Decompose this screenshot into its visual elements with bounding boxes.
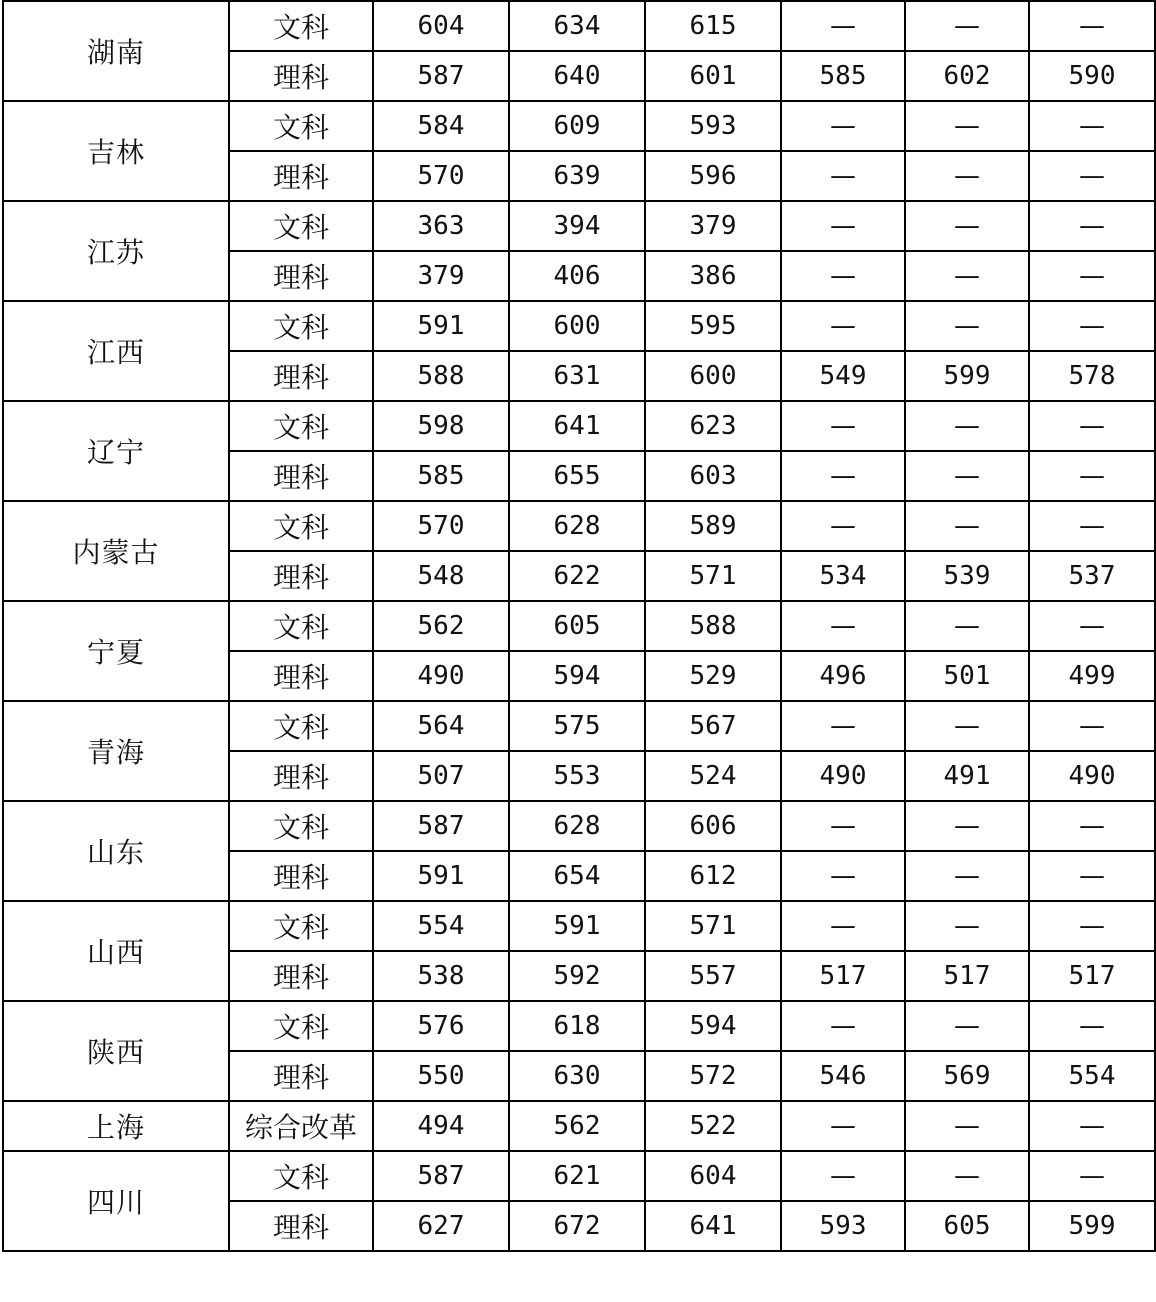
score-cell: — <box>1029 1 1155 51</box>
table-row <box>3 501 1155 551</box>
category-cell: 理科 <box>229 251 373 301</box>
score-cell: 522 <box>645 1101 781 1151</box>
score-cell: 595 <box>645 301 781 351</box>
score-cell: 587 <box>373 51 509 101</box>
score-cell: 585 <box>373 451 509 501</box>
score-cell: 621 <box>509 1151 645 1201</box>
score-cell: — <box>1029 201 1155 251</box>
score-cell: — <box>1029 851 1155 901</box>
score-cell: 564 <box>373 701 509 751</box>
score-cell: 494 <box>373 1101 509 1151</box>
category-cell: 理科 <box>229 551 373 601</box>
score-cell: 672 <box>509 1201 645 1251</box>
province-cell: 上海 <box>3 1101 229 1151</box>
category-cell: 综合改革 <box>229 1101 373 1151</box>
score-cell: 594 <box>509 651 645 701</box>
score-cell: 641 <box>645 1201 781 1251</box>
category-cell: 文科 <box>229 401 373 451</box>
score-cell: 655 <box>509 451 645 501</box>
table-row <box>3 201 1155 251</box>
score-cell: 618 <box>509 1001 645 1051</box>
score-cell: 599 <box>905 351 1029 401</box>
category-cell: 文科 <box>229 1 373 51</box>
score-cell: 588 <box>645 601 781 651</box>
score-cell: — <box>781 451 905 501</box>
score-cell: 584 <box>373 101 509 151</box>
score-cell: 517 <box>905 951 1029 1001</box>
score-cell: — <box>1029 1001 1155 1051</box>
category-cell: 理科 <box>229 451 373 501</box>
score-cell: — <box>1029 501 1155 551</box>
score-cell: 386 <box>645 251 781 301</box>
province-cell: 内蒙古 <box>3 501 229 601</box>
score-cell: 548 <box>373 551 509 601</box>
category-cell: 文科 <box>229 601 373 651</box>
province-cell: 陕西 <box>3 1001 229 1101</box>
score-cell: — <box>781 901 905 951</box>
score-cell: 406 <box>509 251 645 301</box>
score-cell: — <box>905 401 1029 451</box>
province-cell: 江西 <box>3 301 229 401</box>
score-cell: 641 <box>509 401 645 451</box>
score-cell: 491 <box>905 751 1029 801</box>
category-cell: 理科 <box>229 1051 373 1101</box>
score-cell: 553 <box>509 751 645 801</box>
score-cell: 587 <box>373 801 509 851</box>
score-cell: — <box>905 1151 1029 1201</box>
score-cell: 606 <box>645 801 781 851</box>
score-cell: 601 <box>645 51 781 101</box>
score-cell: — <box>1029 701 1155 751</box>
score-cell: — <box>1029 401 1155 451</box>
table-row <box>3 901 1155 951</box>
category-cell: 理科 <box>229 51 373 101</box>
score-cell: 600 <box>645 351 781 401</box>
score-cell: — <box>905 1101 1029 1151</box>
score-cell: — <box>781 1151 905 1201</box>
score-cell: 622 <box>509 551 645 601</box>
score-cell: — <box>905 201 1029 251</box>
score-cell: 588 <box>373 351 509 401</box>
category-cell: 文科 <box>229 1151 373 1201</box>
table-row <box>3 401 1155 451</box>
score-cell: 529 <box>645 651 781 701</box>
score-cell: 517 <box>781 951 905 1001</box>
score-cell: 623 <box>645 401 781 451</box>
score-cell: 639 <box>509 151 645 201</box>
score-cell: — <box>1029 901 1155 951</box>
score-cell: — <box>1029 1101 1155 1151</box>
score-cell: 501 <box>905 651 1029 701</box>
province-cell: 湖南 <box>3 1 229 101</box>
score-cell: 570 <box>373 151 509 201</box>
category-cell: 理科 <box>229 351 373 401</box>
score-cell: 571 <box>645 551 781 601</box>
score-cell: — <box>781 401 905 451</box>
score-cell: — <box>1029 151 1155 201</box>
score-cell: 557 <box>645 951 781 1001</box>
province-cell: 山东 <box>3 801 229 901</box>
score-cell: 394 <box>509 201 645 251</box>
score-cell: 592 <box>509 951 645 1001</box>
score-cell: 600 <box>509 301 645 351</box>
score-cell: 627 <box>373 1201 509 1251</box>
score-cell: — <box>905 1 1029 51</box>
score-cell: 634 <box>509 1 645 51</box>
score-cell: 550 <box>373 1051 509 1101</box>
score-cell: — <box>781 301 905 351</box>
score-cell: 363 <box>373 201 509 251</box>
score-cell: 589 <box>645 501 781 551</box>
category-cell: 理科 <box>229 851 373 901</box>
score-cell: 609 <box>509 101 645 151</box>
score-cell: 628 <box>509 801 645 851</box>
score-cell: 591 <box>373 301 509 351</box>
score-cell: — <box>1029 1151 1155 1201</box>
score-cell: 628 <box>509 501 645 551</box>
category-cell: 文科 <box>229 701 373 751</box>
score-cell: 554 <box>1029 1051 1155 1101</box>
score-cell: 630 <box>509 1051 645 1101</box>
score-cell: 640 <box>509 51 645 101</box>
score-cell: 576 <box>373 1001 509 1051</box>
province-cell: 吉林 <box>3 101 229 201</box>
table-row <box>3 701 1155 751</box>
score-cell: — <box>1029 801 1155 851</box>
score-cell: 567 <box>645 701 781 751</box>
score-cell: — <box>905 451 1029 501</box>
score-cell: — <box>781 1 905 51</box>
score-cell: 507 <box>373 751 509 801</box>
table-row <box>3 801 1155 851</box>
score-cell: — <box>781 601 905 651</box>
score-cell: 598 <box>373 401 509 451</box>
score-cell: 539 <box>905 551 1029 601</box>
score-cell: 602 <box>905 51 1029 101</box>
score-cell: — <box>905 251 1029 301</box>
province-cell: 江苏 <box>3 201 229 301</box>
score-cell: 490 <box>1029 751 1155 801</box>
score-cell: 612 <box>645 851 781 901</box>
score-cell: 593 <box>781 1201 905 1251</box>
score-cell: — <box>905 801 1029 851</box>
score-cell: — <box>781 151 905 201</box>
score-cell: 605 <box>509 601 645 651</box>
score-cell: 585 <box>781 51 905 101</box>
score-cell: 587 <box>373 1151 509 1201</box>
score-cell: 490 <box>781 751 905 801</box>
province-cell: 山西 <box>3 901 229 1001</box>
score-cell: 604 <box>645 1151 781 1201</box>
score-cell: 562 <box>509 1101 645 1151</box>
category-cell: 理科 <box>229 951 373 1001</box>
category-cell: 文科 <box>229 201 373 251</box>
score-cell: — <box>781 851 905 901</box>
score-cell: 554 <box>373 901 509 951</box>
score-cell: — <box>781 501 905 551</box>
province-cell: 四川 <box>3 1151 229 1251</box>
score-cell: 591 <box>373 851 509 901</box>
score-cell: 654 <box>509 851 645 901</box>
score-cell: — <box>905 1001 1029 1051</box>
score-cell: 517 <box>1029 951 1155 1001</box>
score-cell: 379 <box>373 251 509 301</box>
province-cell: 宁夏 <box>3 601 229 701</box>
category-cell: 文科 <box>229 901 373 951</box>
score-cell: 615 <box>645 1 781 51</box>
score-cell: 524 <box>645 751 781 801</box>
province-cell: 辽宁 <box>3 401 229 501</box>
score-cell: — <box>781 1001 905 1051</box>
score-cell: 599 <box>1029 1201 1155 1251</box>
score-cell: 537 <box>1029 551 1155 601</box>
score-cell: 538 <box>373 951 509 1001</box>
score-cell: 593 <box>645 101 781 151</box>
table-row <box>3 1 1155 51</box>
score-cell: 569 <box>905 1051 1029 1101</box>
score-cell: 575 <box>509 701 645 751</box>
table-row <box>3 101 1155 151</box>
score-cell: — <box>781 101 905 151</box>
category-cell: 理科 <box>229 1201 373 1251</box>
score-cell: 571 <box>645 901 781 951</box>
score-cell: 594 <box>645 1001 781 1051</box>
score-cell: — <box>781 801 905 851</box>
score-cell: 534 <box>781 551 905 601</box>
score-cell: 379 <box>645 201 781 251</box>
score-cell: 496 <box>781 651 905 701</box>
score-cell: — <box>905 701 1029 751</box>
score-cell: — <box>1029 451 1155 501</box>
table-row <box>3 601 1155 651</box>
table-row <box>3 1101 1155 1151</box>
category-cell: 文科 <box>229 801 373 851</box>
score-cell: 546 <box>781 1051 905 1101</box>
category-cell: 文科 <box>229 301 373 351</box>
score-cell: 605 <box>905 1201 1029 1251</box>
category-cell: 文科 <box>229 101 373 151</box>
score-cell: — <box>781 1101 905 1151</box>
score-cell: — <box>905 301 1029 351</box>
province-cell: 青海 <box>3 701 229 801</box>
score-cell: 562 <box>373 601 509 651</box>
score-cell: — <box>1029 301 1155 351</box>
score-cell: — <box>781 201 905 251</box>
score-cell: — <box>905 151 1029 201</box>
score-cell: 631 <box>509 351 645 401</box>
category-cell: 理科 <box>229 651 373 701</box>
table-row <box>3 1151 1155 1201</box>
score-cell: 596 <box>645 151 781 201</box>
score-cell: — <box>905 501 1029 551</box>
score-cell: 490 <box>373 651 509 701</box>
score-cell: — <box>781 701 905 751</box>
score-cell: 572 <box>645 1051 781 1101</box>
table-row <box>3 1001 1155 1051</box>
score-table-body <box>3 1 1155 1251</box>
table-row <box>3 301 1155 351</box>
category-cell: 理科 <box>229 751 373 801</box>
score-cell: 590 <box>1029 51 1155 101</box>
category-cell: 文科 <box>229 501 373 551</box>
score-cell: — <box>1029 251 1155 301</box>
score-cell: 591 <box>509 901 645 951</box>
score-cell: 549 <box>781 351 905 401</box>
score-cell: — <box>905 901 1029 951</box>
score-table <box>2 0 1156 1252</box>
score-cell: 578 <box>1029 351 1155 401</box>
score-cell: 570 <box>373 501 509 551</box>
score-cell: — <box>905 601 1029 651</box>
score-cell: — <box>781 251 905 301</box>
score-cell: — <box>905 851 1029 901</box>
score-cell: 604 <box>373 1 509 51</box>
category-cell: 文科 <box>229 1001 373 1051</box>
score-cell: — <box>1029 101 1155 151</box>
category-cell: 理科 <box>229 151 373 201</box>
score-cell: — <box>905 101 1029 151</box>
score-cell: 499 <box>1029 651 1155 701</box>
score-cell: 603 <box>645 451 781 501</box>
score-cell: — <box>1029 601 1155 651</box>
